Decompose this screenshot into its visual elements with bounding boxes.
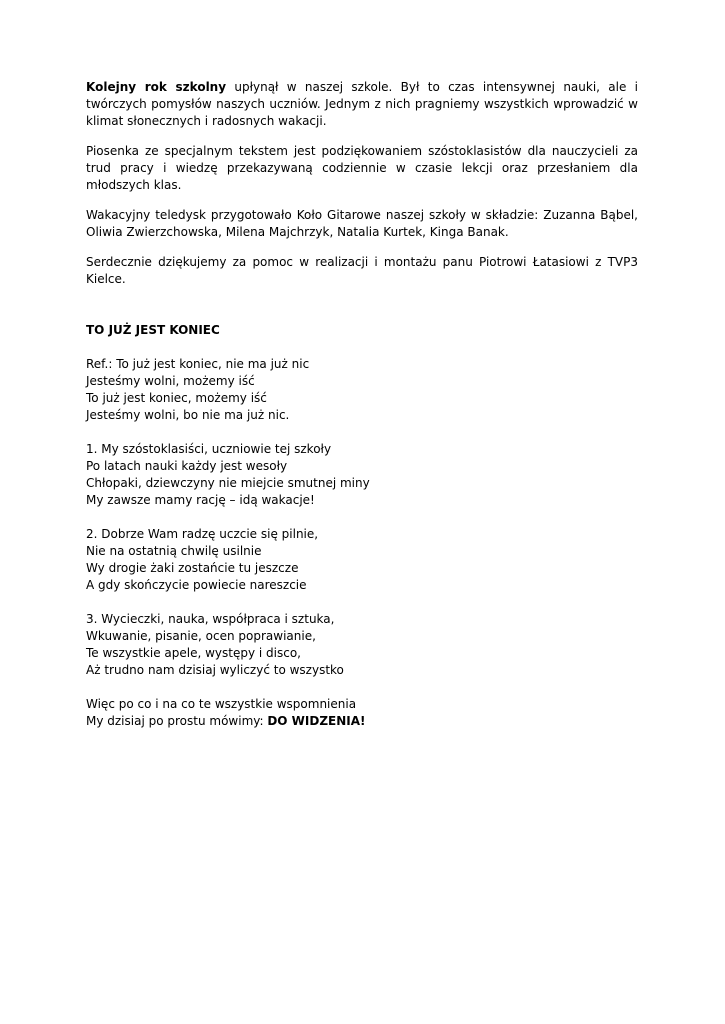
ending-line-2 (86, 713, 638, 730)
verse-1-stanza (86, 441, 638, 509)
verse-line: Aż trudno nam dzisiaj wyliczyć to wszystko (86, 663, 344, 677)
verse-line: 2. Dobrze Wam radzę uczcie się pilnie, (86, 527, 319, 541)
refrain-line: Jesteśmy wolni, możemy iść (86, 374, 255, 388)
verse-line: A gdy skończycie powiecie nareszcie (86, 578, 307, 592)
refrain-line: Ref.: To już jest koniec, nie ma już nic (86, 357, 310, 371)
document-page (86, 79, 638, 730)
verse-line: 3. Wycieczki, nauka, współpraca i sztuka, (86, 612, 335, 626)
verse-3-stanza (86, 611, 638, 679)
verse-2-stanza (86, 526, 638, 594)
intro-paragraph-3: Wakacyjny teledysk przygotowało Koło Gitarowe naszej szkoły w składzie: Zuzanna Bąbel, Oliwia Zwierzchowska, Milena Majchrzyk, Natalia Kurtek, Kinga Banak. (86, 208, 638, 239)
intro-paragraph-2: Piosenka ze specjalnym tekstem jest podziękowaniem szóstoklasistów dla nauczycieli za trud pracy i wiedzę przekazywaną codziennie w czasie lekcji oraz przesłaniem dla młodszych klas. (86, 144, 638, 192)
verse-line: Te wszystkie apele, występy i disco, (86, 646, 301, 660)
ending-line-2-text: My dzisiaj po prostu mówimy: (86, 714, 268, 728)
verse-line: Chłopaki, dziewczyny nie miejcie smutnej miny (86, 476, 370, 490)
ending-stanza (86, 696, 638, 730)
intro-bold-lead: Kolejny rok szkolny (86, 80, 227, 94)
song-title: TO JUŻ JEST KONIEC (86, 323, 220, 337)
refrain-line: Jesteśmy wolni, bo nie ma już nic. (86, 408, 290, 422)
intro-paragraph-1-text: upłynął w naszej szkole. Był to czas intensywnej nauki, ale i twórczych pomysłów naszych uczniów. Jednym z nich pragniemy wszystkich wprowadzić w klimat słonecznych i radosnych wakacji. (86, 80, 639, 128)
intro-paragraph-1 (86, 79, 638, 130)
verse-line: 1. My szóstoklasiści, uczniowie tej szkoły (86, 442, 332, 456)
refrain-line: To już jest koniec, możemy iść (86, 391, 267, 405)
refrain-stanza (86, 356, 638, 424)
verse-line: Wy drogie żaki zostańcie tu jeszcze (86, 561, 299, 575)
verse-line: My zawsze mamy rację – idą wakacje! (86, 493, 315, 507)
ending-line-1: Więc po co i na co te wszystkie wspomnienia (86, 697, 357, 711)
verse-line: Po latach nauki każdy jest wesoły (86, 459, 288, 473)
goodbye-bold-text: DO WIDZENIA! (267, 714, 366, 728)
intro-paragraph-4: Serdecznie dziękujemy za pomoc w realizacji i montażu panu Piotrowi Łatasiowi z TVP3 Kielce. (86, 255, 638, 286)
verse-line: Wkuwanie, pisanie, ocen poprawianie, (86, 629, 316, 643)
verse-line: Nie na ostatnią chwilę usilnie (86, 544, 262, 558)
